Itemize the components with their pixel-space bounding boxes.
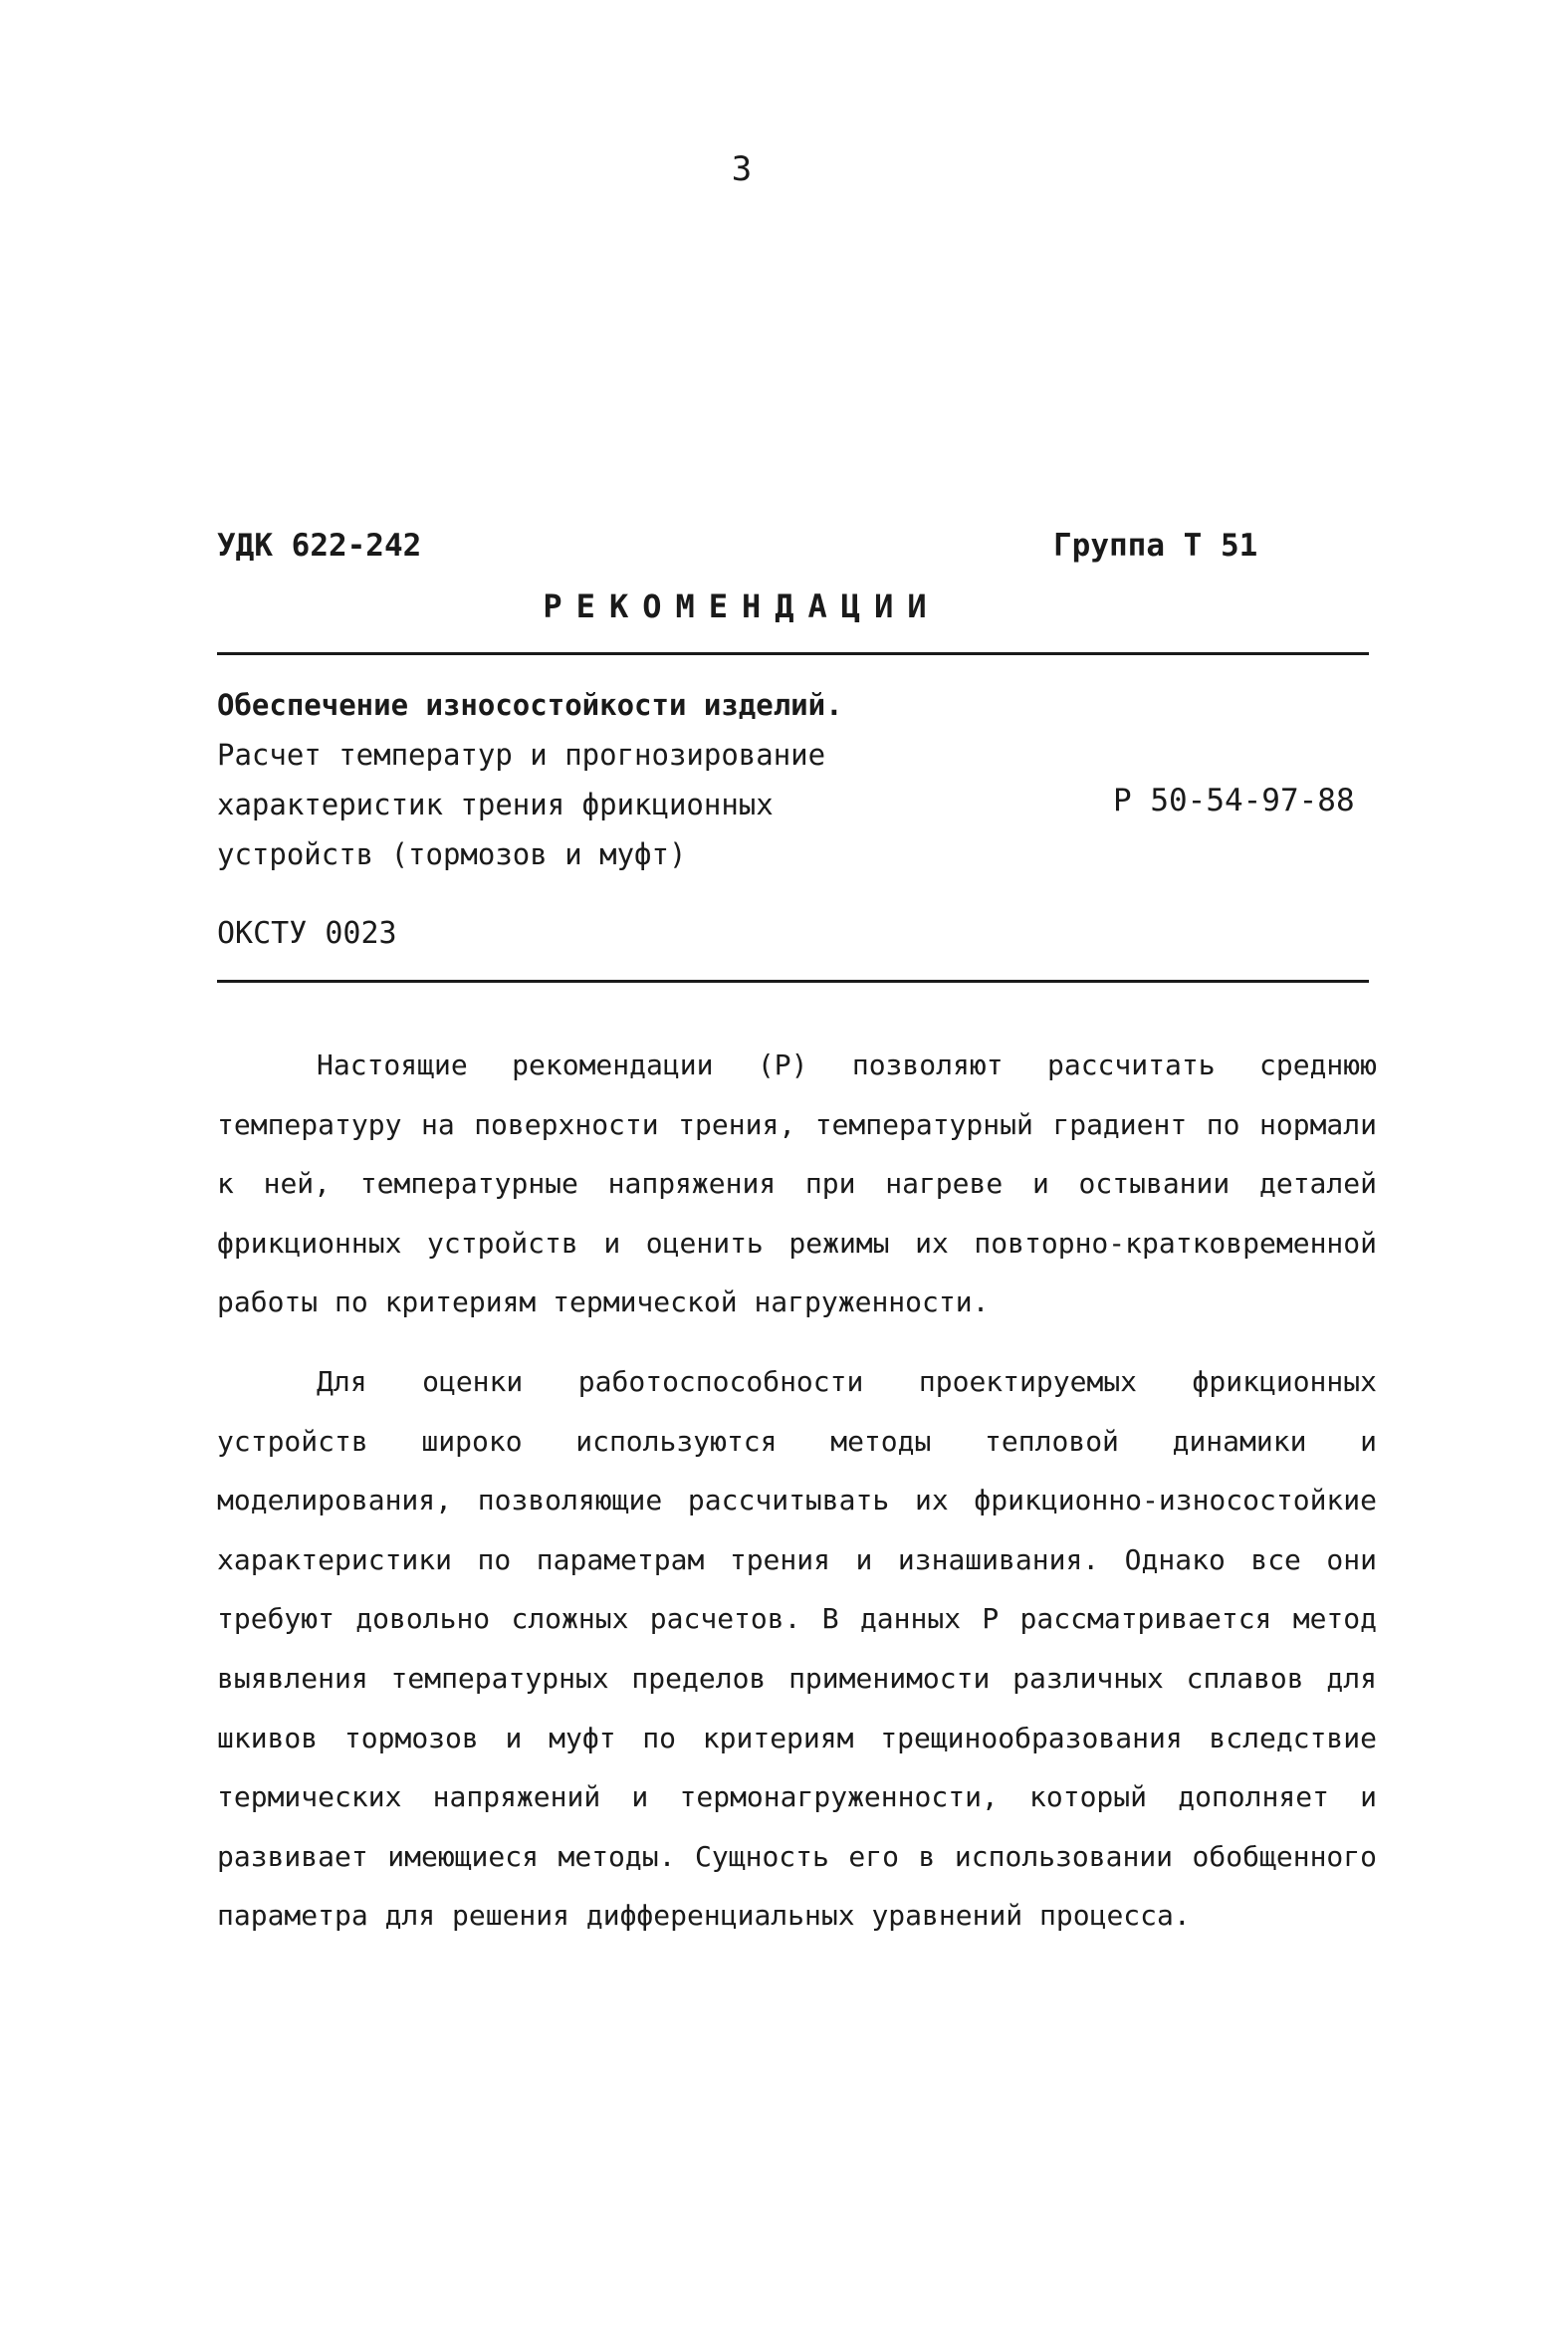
okstu-code: ОКСТУ 0023 (217, 916, 397, 951)
paragraph-1: Настоящие рекомендации (Р) позволяют рассчитать среднюю температуру на поверхности трения, температурный градиент по нормали к ней, температурные напряжения при нагреве и остывании деталей фрикционных устройств и оценить режимы их повторно-кратковременной работы по критериям термической нагруженности. (217, 1048, 1377, 1319)
udk-code: УДК 622-242 (217, 528, 422, 564)
document-type: РЕКОМЕНДАЦИИ (543, 587, 941, 625)
group-code: Группа Т 51 (1053, 528, 1258, 564)
title-line-1: Обеспечение износостойкости изделий. (217, 688, 843, 722)
paragraph-2: Для оценки работоспособности проектируемых фрикционных устройств широко используются методы тепловой динамики и моделирования, позволяющие рассчитывать их фрикционно-износостойкие характеристики по параметрам трения и изнашивания. Однако все они требуют довольно сложных расчетов. В данных Р рассматривается метод выявления температурных пределов применимости различных сплавов для шкивов тормозов и муфт по критериям трещинообразования вследствие термических напряжений и термонагруженности, который дополняет и развивает имеющиеся методы. Сущность его в использовании обобщенного параметра для решения дифференциальных уравнений процесса. (217, 1364, 1377, 1933)
title-line-3: характеристик трения фрикционных (217, 788, 774, 821)
document-title (217, 680, 1113, 879)
title-line-4: устройств (тормозов и муфт) (217, 837, 687, 871)
title-line-2: Расчет температур и прогнозирование (217, 738, 826, 772)
document-designation: Р 50-54-97-88 (1113, 783, 1355, 818)
body-text (217, 1036, 1377, 1946)
page-number: 3 (731, 149, 753, 189)
top-divider (217, 652, 1369, 655)
bottom-divider (217, 980, 1369, 983)
